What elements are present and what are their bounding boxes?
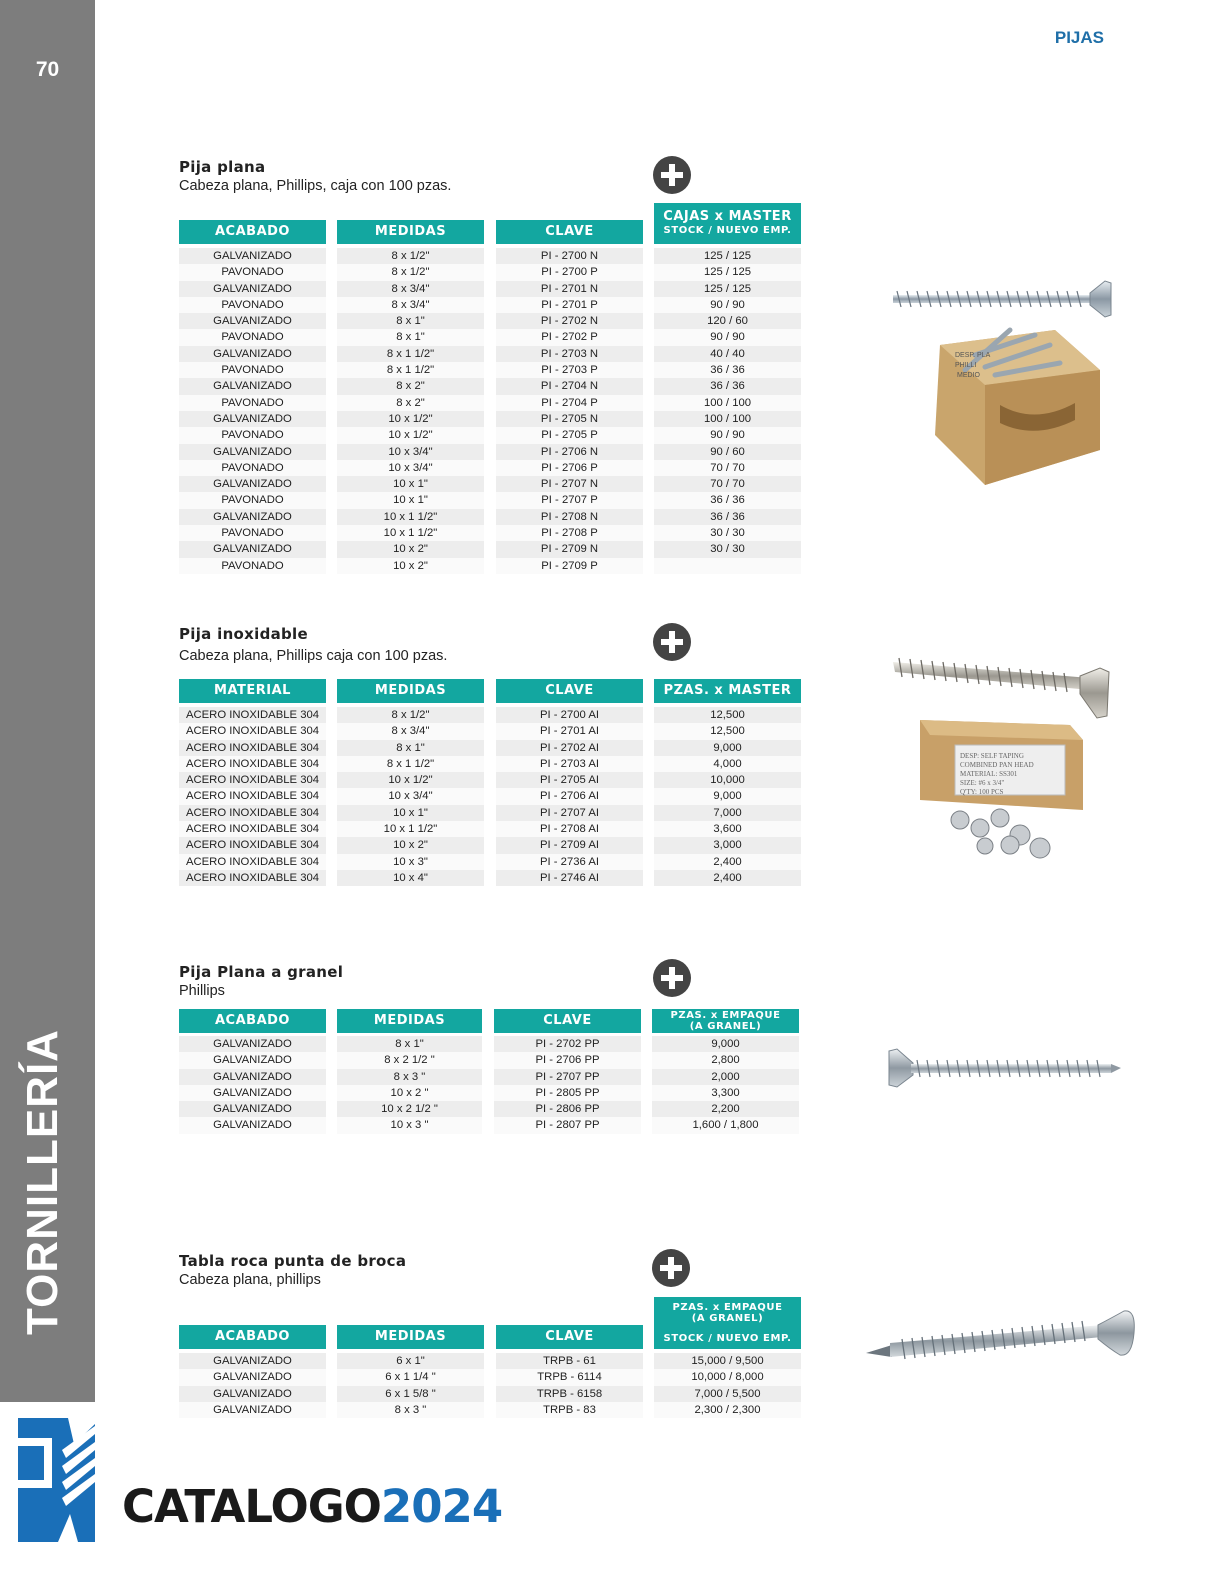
table-cell: ACERO INOXIDABLE 304 [179,788,326,804]
table-cell: PI - 2702 PP [494,1036,641,1052]
product-pija-plana-granel [179,963,804,999]
table-cell: GALVANIZADO [179,281,326,297]
col-clave [496,248,643,574]
col-pzas-master [654,707,801,886]
table-cell: 30 / 30 [654,525,801,541]
table-cell: GALVANIZADO [179,1369,326,1385]
table-cell: 2,000 [652,1069,799,1085]
col-acabado [179,1036,326,1134]
table-cell: PI - 2707 P [496,492,643,508]
table-cell: ACERO INOXIDABLE 304 [179,854,326,870]
table-cell: 8 x 1 1/2" [337,756,484,772]
table-cell: 2,400 [654,854,801,870]
table-cell: PI - 2701 P [496,297,643,313]
table-cell: GALVANIZADO [179,509,326,525]
header-subline: STOCK / NUEVO EMP. [663,225,792,237]
table-cell: PAVONADO [179,460,326,476]
table-cell: PI - 2807 PP [494,1117,641,1133]
col-header: MEDIDAS [337,679,484,703]
col-cajas-master [654,248,801,574]
product-subtitle: Cabeza plana, phillips [179,1272,321,1288]
catalog-word: CATALOGO [122,1480,381,1533]
table-cell: 125 / 125 [654,248,801,264]
table-cell: PI - 2703 P [496,362,643,378]
svg-text:SIZE: #6 x 3/4": SIZE: #6 x 3/4" [960,779,1005,787]
table-cell: 8 x 1/2" [337,707,484,723]
table-cell: GALVANIZADO [179,1353,326,1369]
col-clave [496,707,643,886]
table-cell: PI - 2705 P [496,427,643,443]
col-header: MEDIDAS [337,1325,484,1349]
table-cell: 8 x 2 1/2 " [337,1052,482,1068]
header-line: PZAS. x EMPAQUE [670,1009,781,1021]
table-cell: PI - 2708 AI [496,821,643,837]
table-cell: TRPB - 6114 [496,1369,643,1385]
table-cell: 10 x 1/2" [337,772,484,788]
table-cell: 7,000 [654,805,801,821]
col-acabado [179,248,326,574]
table-cell: 100 / 100 [654,411,801,427]
table-cell: 8 x 3/4" [337,297,484,313]
table-cell: PAVONADO [179,362,326,378]
table-cell: 6 x 1 5/8 " [337,1386,484,1402]
table-cell: 2,400 [654,870,801,886]
table-cell: 10 x 1 1/2" [337,525,484,541]
table-cell: 10 x 3" [337,854,484,870]
table-cell: 10 x 2" [337,837,484,853]
table-cell: 8 x 2" [337,395,484,411]
table-cell: 9,000 [652,1036,799,1052]
table-cell: PI - 2736 AI [496,854,643,870]
table-cell: GALVANIZADO [179,313,326,329]
header-subline: (A GRANEL) [691,1313,764,1325]
page-number: 70 [35,58,60,81]
col-clave [496,1353,643,1418]
table-cell: 3,600 [654,821,801,837]
table-cell: 90 / 90 [654,427,801,443]
table-cell [654,558,801,574]
table-cell: 3,300 [652,1085,799,1101]
table-cell: PI - 2704 N [496,378,643,394]
table-cell: GALVANIZADO [179,1085,326,1101]
col-clave [494,1036,641,1134]
table-cell: GALVANIZADO [179,1386,326,1402]
table-cell: GALVANIZADO [179,1069,326,1085]
table-cell: 2,200 [652,1101,799,1117]
table-cell: PI - 2706 PP [494,1052,641,1068]
plus-circle-icon[interactable] [653,156,691,194]
section-title: PIJAS [1054,28,1104,47]
table-cell: PI - 2700 AI [496,707,643,723]
table-cell: PI - 2806 PP [494,1101,641,1117]
table-cell: ACERO INOXIDABLE 304 [179,740,326,756]
plus-circle-icon[interactable] [653,959,691,997]
col-medidas [337,1036,482,1134]
table-cell: GALVANIZADO [179,444,326,460]
table-cell: 90 / 90 [654,297,801,313]
product-subtitle: Phillips [179,983,225,999]
table-cell: 8 x 2" [337,378,484,394]
photo-tabla-roca [862,1305,1142,1370]
table-cell: 3,000 [654,837,801,853]
photo-pija-granel [885,1045,1125,1095]
table-cell: PI - 2702 AI [496,740,643,756]
col-header: MATERIAL [179,679,326,703]
product-title: Pija plana [179,158,266,176]
table-cell: 70 / 70 [654,460,801,476]
table-cell: PAVONADO [179,427,326,443]
table-cell: PI - 2709 P [496,558,643,574]
table-cell: PI - 2708 N [496,509,643,525]
table-cell: 100 / 100 [654,395,801,411]
product-title: Tabla roca punta de broca [179,1252,407,1270]
table-cell: PI - 2702 P [496,329,643,345]
table-cell: 40 / 40 [654,346,801,362]
table-cell: 8 x 3/4" [337,723,484,739]
product-title: Pija Plana a granel [179,963,344,981]
col-acabado [179,1353,326,1418]
svg-text:COMBINED PAN HEAD: COMBINED PAN HEAD [960,761,1034,769]
table-cell: 2,300 / 2,300 [654,1402,801,1418]
col-header: CLAVE [496,1325,643,1349]
table-cell: TRPB - 61 [496,1353,643,1369]
table-cell: 7,000 / 5,500 [654,1386,801,1402]
table-cell: GALVANIZADO [179,1402,326,1418]
table-cell: ACERO INOXIDABLE 304 [179,821,326,837]
table-cell: GALVANIZADO [179,1036,326,1052]
table-cell: PI - 2704 P [496,395,643,411]
product-pija-inoxidable [179,625,804,664]
table-cell: 36 / 36 [654,492,801,508]
table-cell: PAVONADO [179,525,326,541]
table-cell: PI - 2706 P [496,460,643,476]
header-subline-stock: STOCK / NUEVO EMP. [663,1332,792,1344]
table-cell: 10 x 2" [337,558,484,574]
side-label-tornilleria: TORNILLERÍA [18,1029,67,1335]
product-subtitle: Cabeza plana, Phillips caja con 100 pzas. [179,648,448,664]
table-cell: 10 x 1/2" [337,427,484,443]
svg-text:MEDIO: MEDIO [957,372,980,379]
table-cell: 125 / 125 [654,264,801,280]
product-tabla-roca [179,1252,804,1288]
table-cell: 70 / 70 [654,476,801,492]
col-header: MEDIDAS [337,1009,482,1033]
header-line: PZAS. x EMPAQUE [672,1301,783,1313]
col-pzas-empaque [654,1353,801,1418]
table-cell: 10 x 2 " [337,1085,482,1101]
col-header: CLAVE [494,1009,641,1033]
table-cell: PI - 2703 AI [496,756,643,772]
table-cell: 8 x 1 1/2" [337,346,484,362]
col-header: CLAVE [496,220,643,244]
table-cell: PI - 2709 N [496,541,643,557]
table-cell: PI - 2805 PP [494,1085,641,1101]
table-cell: ACERO INOXIDABLE 304 [179,707,326,723]
table-cell: ACERO INOXIDABLE 304 [179,805,326,821]
company-logo-icon [18,1418,95,1542]
table-cell: 36 / 36 [654,509,801,525]
table-cell: PAVONADO [179,492,326,508]
photo-pija-inoxidable [885,650,1125,865]
table-cell: GALVANIZADO [179,346,326,362]
table-cell: 8 x 1" [337,740,484,756]
table-cell: TRPB - 83 [496,1402,643,1418]
table-cell: 10 x 1 1/2" [337,509,484,525]
table-cell: GALVANIZADO [179,1052,326,1068]
table-cell: PI - 2701 AI [496,723,643,739]
table-cell: ACERO INOXIDABLE 304 [179,772,326,788]
table-cell: GALVANIZADO [179,476,326,492]
table-cell: ACERO INOXIDABLE 304 [179,837,326,853]
table-cell: PI - 2707 AI [496,805,643,821]
col-header: ACABADO [179,1009,326,1033]
table-cell: PI - 2700 N [496,248,643,264]
col-medidas [337,248,484,574]
table-cell: 10 x 1/2" [337,411,484,427]
table-cell: PI - 2746 AI [496,870,643,886]
table-cell: PI - 2707 N [496,476,643,492]
table-cell: 120 / 60 [654,313,801,329]
table-cell: PAVONADO [179,329,326,345]
table-cell: 8 x 1 1/2" [337,362,484,378]
col-header: PZAS. x MASTER [654,679,801,703]
svg-text:DESP: SELF TAPING: DESP: SELF TAPING [960,752,1024,760]
table-cell: GALVANIZADO [179,411,326,427]
plus-circle-icon[interactable] [653,623,691,661]
col-header-pzas [652,1009,799,1033]
product-subtitle: Cabeza plana, Phillips, caja con 100 pzas. [179,178,452,194]
table-cell: 8 x 1/2" [337,248,484,264]
table-cell: PAVONADO [179,558,326,574]
col-medidas [337,707,484,886]
table-cell: 10 x 4" [337,870,484,886]
table-cell: 8 x 3/4" [337,281,484,297]
svg-text:PHILLI: PHILLI [955,362,977,369]
table-cell: 1,600 / 1,800 [652,1117,799,1133]
table-cell: PI - 2706 N [496,444,643,460]
table-cell: GALVANIZADO [179,541,326,557]
table-cell: PI - 2703 N [496,346,643,362]
table-cell: 125 / 125 [654,281,801,297]
table-cell: PAVONADO [179,297,326,313]
table-cell: 8 x 1/2" [337,264,484,280]
box-label-text: DESP. PLA [955,352,991,359]
catalog-title [122,1480,502,1533]
header-subline: (A GRANEL) [689,1021,762,1032]
table-cell: 36 / 36 [654,362,801,378]
table-cell: 10 x 1" [337,492,484,508]
col-material [179,707,326,886]
col-header: ACABADO [179,220,326,244]
table-cell: 10 x 1" [337,805,484,821]
table-cell: PI - 2708 P [496,525,643,541]
table-cell: 10 x 3/4" [337,444,484,460]
photo-pija-plana [885,275,1125,495]
table-cell: 30 / 30 [654,541,801,557]
col-header: MEDIDAS [337,220,484,244]
col-medidas [337,1353,484,1418]
table-cell: 10 x 3/4" [337,460,484,476]
table-cell: 6 x 1 1/4 " [337,1369,484,1385]
table-cell: PI - 2702 N [496,313,643,329]
table-cell: 10,000 [654,772,801,788]
table-cell: 12,500 [654,723,801,739]
table-cell: 8 x 3 " [337,1069,482,1085]
table-cell: 10,000 / 8,000 [654,1369,801,1385]
table-cell: GALVANIZADO [179,378,326,394]
col-header: ACABADO [179,1325,326,1349]
table-cell: 8 x 1" [337,313,484,329]
svg-text:Q'TY: 100 PCS: Q'TY: 100 PCS [960,788,1004,796]
table-cell: GALVANIZADO [179,1117,326,1133]
col-pzas-empaque [652,1036,799,1134]
table-cell: 9,000 [654,788,801,804]
product-pija-plana [179,158,804,194]
table-cell: 4,000 [654,756,801,772]
table-cell: 10 x 1 1/2" [337,821,484,837]
table-cell: ACERO INOXIDABLE 304 [179,723,326,739]
col-header-cajas [654,203,801,244]
table-cell: PI - 2705 N [496,411,643,427]
table-cell: 12,500 [654,707,801,723]
table-cell: 8 x 1" [337,329,484,345]
table-cell: 8 x 3 " [337,1402,484,1418]
table-cell: PI - 2700 P [496,264,643,280]
plus-circle-icon[interactable] [652,1249,690,1287]
table-cell: PAVONADO [179,395,326,411]
table-cell: 10 x 3/4" [337,788,484,804]
svg-text:MATERIAL: SS301: MATERIAL: SS301 [960,770,1018,778]
table-cell: 10 x 1" [337,476,484,492]
table-cell: 10 x 2 1/2 " [337,1101,482,1117]
table-cell: 90 / 90 [654,329,801,345]
product-title: Pija inoxidable [179,625,308,643]
table-cell: 15,000 / 9,500 [654,1353,801,1369]
table-cell: GALVANIZADO [179,248,326,264]
table-cell: ACERO INOXIDABLE 304 [179,756,326,772]
table-cell: 2,800 [652,1052,799,1068]
table-cell: TRPB - 6158 [496,1386,643,1402]
table-cell: PI - 2706 AI [496,788,643,804]
table-cell: GALVANIZADO [179,1101,326,1117]
col-header: CLAVE [496,679,643,703]
table-cell: PI - 2701 N [496,281,643,297]
header-line: CAJAS x MASTER [663,209,792,225]
table-cell: 8 x 1" [337,1036,482,1052]
table-cell: PI - 2707 PP [494,1069,641,1085]
table-cell: 90 / 60 [654,444,801,460]
table-cell: 10 x 2" [337,541,484,557]
table-cell: PI - 2705 AI [496,772,643,788]
col-header-pzas-stock [654,1297,801,1349]
table-cell: 6 x 1" [337,1353,484,1369]
table-cell: 10 x 3 " [337,1117,482,1133]
table-cell: PI - 2709 AI [496,837,643,853]
table-cell: 9,000 [654,740,801,756]
table-cell: PAVONADO [179,264,326,280]
table-cell: ACERO INOXIDABLE 304 [179,870,326,886]
table-cell: 36 / 36 [654,378,801,394]
catalog-year: 2024 [380,1480,503,1533]
